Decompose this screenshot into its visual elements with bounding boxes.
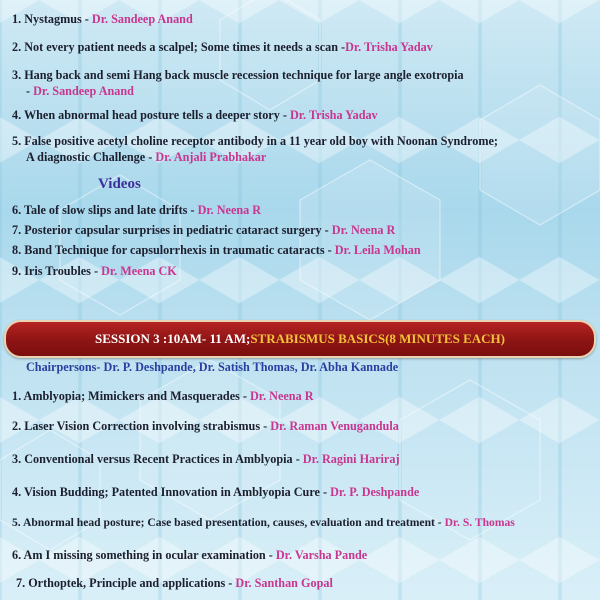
list-item [12, 548, 594, 563]
item-separator: - [90, 264, 102, 278]
list-item [12, 12, 594, 27]
item-author: Dr. Sandeep Anand [33, 84, 134, 98]
item-author: Dr. Sandeep Anand [91, 12, 193, 26]
list-item [12, 452, 594, 467]
list-item [12, 134, 594, 149]
item-separator: - [324, 243, 335, 257]
item-title: Not every patient needs a scalpel; Some times it needs a scan [24, 40, 338, 54]
item-author: Dr. Meena CK [101, 264, 177, 278]
chairpersons-line: Chairpersons- Dr. P. Deshpande, Dr. Satish Thomas, Dr. Abha Kannade [26, 360, 399, 374]
item-author: Dr. P. Deshpande [330, 485, 420, 499]
item-author: Dr. Neena R [250, 389, 314, 403]
item-title: Hang back and semi Hang back muscle recession technique for large angle exotropia [24, 68, 464, 82]
session-duration-label: (8 MINUTES EACH) [385, 331, 505, 346]
item-number: 3. [12, 68, 22, 82]
item-number: 1. [12, 12, 22, 26]
list-item [12, 40, 594, 55]
list-item [12, 243, 594, 258]
item-title: Band Technique for capsulorrhexis in traumatic cataracts [24, 243, 325, 257]
item-title: Amblyopia; Mimickers and Masquerades [23, 389, 240, 403]
item-number: 2. [12, 40, 22, 54]
list-item-continuation [12, 150, 594, 165]
videos-heading: Videos [98, 176, 141, 192]
item-author: Dr. S. Thomas [444, 516, 515, 529]
session-banner [4, 320, 596, 358]
item-separator: - [337, 40, 346, 54]
list-item [12, 264, 594, 279]
item-title: Laser Vision Correction involving strabismus [24, 419, 261, 433]
item-separator: - [260, 419, 271, 433]
list-item [12, 389, 594, 404]
list-item [12, 515, 594, 530]
item-title: Orthoptek, Principle and applications [28, 576, 226, 590]
item-number: 5. [12, 134, 22, 148]
item-separator: - [279, 108, 290, 122]
list-item [12, 203, 594, 218]
item-number: 2. [12, 419, 22, 433]
item-separator: - [321, 223, 332, 237]
item-number: 8. [12, 243, 22, 257]
item-author: Dr. Raman Venugandula [270, 419, 399, 433]
item-separator: - [319, 485, 331, 499]
list-item [12, 485, 594, 500]
item-number: 1. [12, 389, 22, 403]
item-author: Dr. Trisha Yadav [345, 40, 433, 54]
item-author: Dr. Anjali Prabhakar [155, 150, 267, 164]
session-topic-label: STRABISMUS BASICS [250, 331, 386, 346]
item-separator: - [81, 12, 92, 26]
item-number: 7. [16, 576, 26, 590]
item-author: Dr. Santhan Gopal [235, 576, 333, 590]
item-title: When abnormal head posture tells a deeper story [23, 108, 280, 122]
item-number: 5. [12, 516, 21, 529]
list-item [16, 576, 594, 591]
item-number: 7. [12, 223, 22, 237]
session-time-label: SESSION 3 :10AM- 11 AM; [95, 331, 251, 346]
list-item [12, 108, 594, 123]
list-item [12, 223, 594, 238]
item-separator: - [292, 452, 303, 466]
item-title: Abnormal head posture; Case based presentation, causes, evaluation and treatment [22, 516, 435, 529]
item-number: 9. [12, 264, 22, 278]
item-number: 6. [12, 203, 22, 217]
item-title-line2: A diagnostic Challenge [26, 150, 146, 164]
item-separator: - [434, 516, 445, 529]
item-number: 4. [12, 108, 22, 122]
item-separator: - [145, 150, 156, 164]
item-separator: - [26, 84, 31, 98]
item-number: 4. [12, 485, 22, 499]
list-item-continuation [12, 84, 594, 99]
item-number: 6. [12, 548, 22, 562]
item-title: Vision Budding; Patented Innovation in Amblyopia Cure [23, 485, 320, 499]
item-separator: - [187, 203, 198, 217]
item-author: Dr. Ragini Hariraj [302, 452, 400, 466]
item-separator: - [265, 548, 276, 562]
item-separator: - [225, 576, 236, 590]
item-number: 3. [12, 452, 22, 466]
item-separator: - [239, 389, 250, 403]
item-title: False positive acetyl choline receptor antibody in a 11 year old boy with Noonan Syndrome; [24, 134, 498, 148]
item-title: Nystagmus [24, 12, 82, 26]
item-title: Tale of slow slips and late drifts [23, 203, 188, 217]
item-author: Dr. Neena R [331, 223, 396, 237]
item-title: Am I missing something in ocular examination [23, 548, 266, 562]
item-author: Dr. Varsha Pande [275, 548, 368, 562]
item-title: Conventional versus Recent Practices in Amblyopia [24, 452, 293, 466]
item-author: Dr. Trisha Yadav [289, 108, 378, 122]
item-author: Dr. Leila Mohan [334, 243, 421, 257]
item-title: Posterior capsular surprises in pediatric cataract surgery [24, 223, 322, 237]
item-title: Iris Troubles [24, 264, 91, 278]
list-item [12, 68, 594, 83]
item-author: Dr. Neena R [197, 203, 262, 217]
list-item [12, 419, 594, 434]
